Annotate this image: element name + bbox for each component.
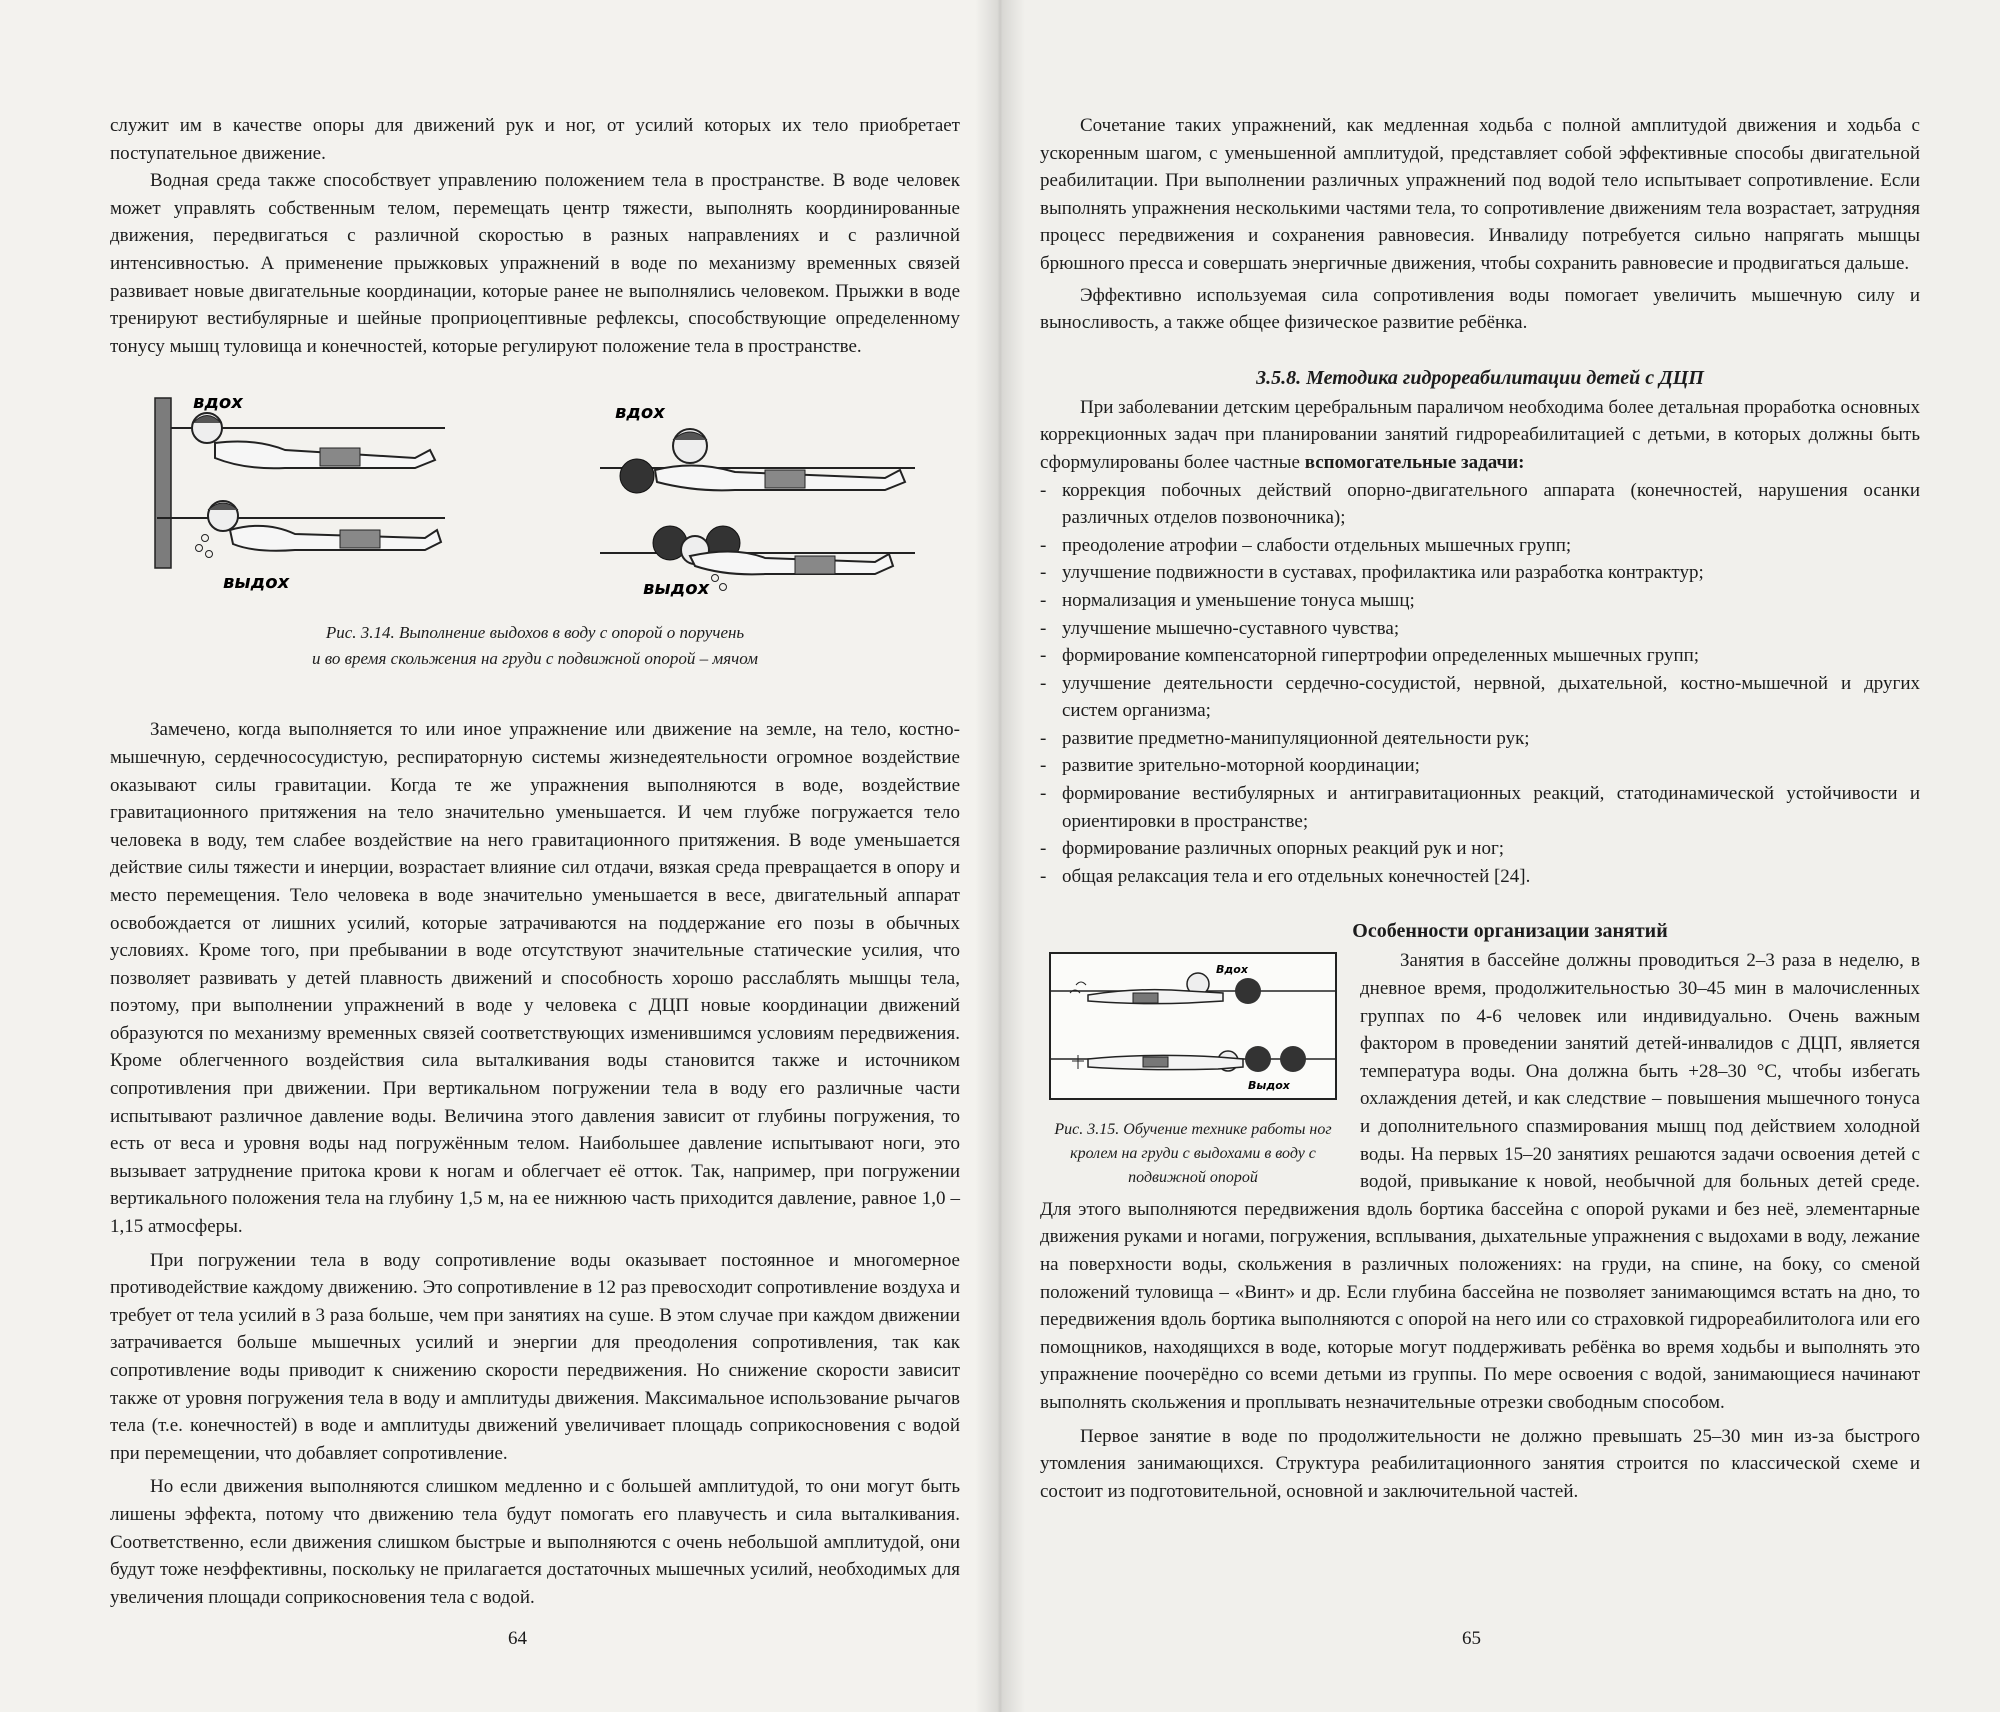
figure-3-14-caption-line-1: Рис. 3.14. Выполнение выдохов в воду с опорой о поручень bbox=[325, 623, 745, 643]
fig-label-exhale-1: выдох bbox=[223, 572, 290, 594]
figure-3-15-caption: Рис. 3.15. Обучение технике работы ног кролем на груди с выдохами в воду с подвижной опорой bbox=[1054, 1121, 1332, 1187]
fig-label-exhale-3: Выдох bbox=[1248, 1079, 1290, 1093]
fig-label-exhale-2: выдох bbox=[643, 578, 710, 599]
left-paragraph-4: При погружении тела в воду сопротивление воды оказывает постоянное и многомерное противодействие каждому движению. Это сопротивление в 12 раз превосходит сопротивление воздуха и требует от тела усилий в 3 раза больше, чем при занятиях на суше. В этом случае при каждом движении затрачивается больше мышечных усилий и энергии для преодоления сопротивления, так как сопротивление воды приводит к снижению скорости передвижения. Но снижение скорости зависит также от уровня погружения тела в воду и амплитуды движения. Максимальное использование рычагов тела (т.е. конечностей) в воде и амплитуды движений увеличивает площадь соприкосновения с водой при перемещении, что добавляет сопротивление. bbox=[110, 1249, 960, 1464]
list-item: - формирование различных опорных реакций рук и ног; bbox=[1062, 835, 1920, 863]
list-item: - формирование компенсаторной гипертрофии определенных мышечных групп; bbox=[1062, 642, 1920, 670]
list-item: - развитие предметно-манипуляционной деятельности рук; bbox=[1062, 725, 1920, 753]
right-paragraph-3-text: При заболевании детским церебральным параличом необходима более детальная проработка основных коррекционных задач при планировании занятий гидрореабилитацией с детьми, в которых должны быть сформулированы более частные bbox=[1040, 396, 1920, 473]
figure-3-15 bbox=[1048, 951, 1338, 1190]
list-item: - общая релаксация тела и его отдельных конечностей [24]. bbox=[1062, 863, 1920, 891]
right-paragraph-2: Эффективно используемая сила сопротивления воды помогает увеличить мышечную силу и выносливость, а также общее физическое развитие ребёнка. bbox=[1040, 284, 1920, 334]
right-paragraph-1: Сочетание таких упражнений, как медленная ходьба с полной амплитудой движения и ходьба с ускоренным шагом, с уменьшенной амплитудой, представляет собой эффективные способы двигательной реабилитации. При выполнении различных упражнений под водой тело испытывает сопротивление. Если выполнять упражнения несколькими частями тела, то сопротивление движениям тела возрастает, затрудняя процесс передвижения и сохранения равновесия. Инвалиду потребуется сильно напрягать мышцы брюшного пресса и совершать энергичные движения, чтобы сохранить равновесие и продвигаться дальше. bbox=[1040, 115, 1920, 274]
list-item: - преодоление атрофии – слабости отдельных мышечных групп; bbox=[1062, 532, 1920, 560]
list-item: - нормализация и уменьшение тонуса мышц; bbox=[1062, 587, 1920, 615]
right-page bbox=[1000, 0, 2000, 1712]
fig-label-inhale-3: Вдох bbox=[1216, 963, 1248, 977]
page-number-left: 64 bbox=[508, 1628, 527, 1649]
section-heading: 3.5.8. Методика гидрореабилитации детей с ДЦП bbox=[1256, 366, 1704, 389]
pool-rail-shape bbox=[155, 398, 171, 568]
fig-label-inhale-1: вдох bbox=[193, 392, 243, 414]
left-paragraph-3: Замечено, когда выполняется то или иное упражнение или движение на земле, на тело, костно-мышечную, сердечнососудистую, респираторную системы жизнедеятельности огромное воздействие оказывают силы гравитации. Когда те же упражнения выполняются в воде, воздействие гравитационного притяжения на тело значительно уменьшается. И чем глубже погружается тело человека в воду, тем слабее воздействие на него гравитационного притяжения. В воде уменьшается действие силы тяжести и инерции, возрастает влияние сил отдачи, вязкая среда превращается в опору и место перемещения. Тело человека в воде значительно уменьшается в весе, двигательный аппарат освобождается от лишних усилий, которые затрачиваются на поддержание его позы в обычных условиях. Кроме того, при пребывании в воде отсутствуют значительные статические усилия, что позволяет развивать у детей плавность движений и способность хорошо расслаблять мышцы тела, поэтому, при выполнении упражнений в воде у человека с ДЦП новые координации движений образуются по механизму временных связей соответствующих изменившимся условиям передвижения. Кроме облегченного воздействия сила выталкивания воды становится также и источником сопротивления при движении. При вертикальном погружении тела в воду его различные части испытывают различное давление воды. Величина этого давления зависит от глубины погружения, то есть от веса и уровня воды над погружённым телом. Наибольшее давление испытывают ноги, это вызывает затруднение притока крови к ногам и облегчает её отток. Так, например, при погружении вертикального положения тела на глубину 1,5 м, на ее нижнюю часть приходится давление, равное 1,0 –1,15 атмосферы. bbox=[110, 719, 960, 1238]
figure-3-14-caption bbox=[110, 620, 960, 672]
list-item: - коррекция побочных действий опорно-двигательного аппарата (конечностей, нарушения осанки различных отделов позвоночника); bbox=[1062, 477, 1920, 532]
tasks-list bbox=[1040, 477, 1920, 891]
auxiliary-tasks-label: вспомогательные задачи: bbox=[1304, 451, 1525, 473]
list-item: - формирование вестибулярных и антигравитационных реакций, статодинамической устойчивости и ориентировки в пространстве; bbox=[1062, 780, 1920, 835]
left-paragraph-2: Водная среда также способствует управлению положением тела в пространстве. В воде человек может управлять собственным телом, перемещать центр тяжести, выполнять координированные движения, передвигаться с различной скоростью в разных направлениях и с различной интенсивностью. А применение прыжковых упражнений в воде по механизму временных связей развивает новые двигательные координации, которые ранее не выполнялись человеком. Прыжки в воде тренируют вестибулярные и шейные проприоцептивные рефлексы, способствующие определенному тонусу мышц туловища и конечностей, которые регулируют положение тела в пространстве. bbox=[110, 170, 960, 357]
fig-label-inhale-2: вдох bbox=[615, 402, 665, 424]
figure-3-15-image bbox=[1048, 951, 1338, 1101]
right-paragraph-5: Первое занятие в воде по продолжительности не должно превышать 25–30 мин из-за быстрого утомления занимающихся. Структура реабилитационного занятия строится по классической схеме и состоит из подготовительной, основной и заключительной частей. bbox=[1040, 1425, 1920, 1502]
left-paragraph-5: Но если движения выполняются слишком медленно и с большей амплитудой, то они могут быть лишены эффекта, потому что движению тела будут помогать его плавучесть и сила выталкивания. Соответственно, если движения слишком быстрые и выполняются с очень небольшой амплитудой, они будут тоже неэффективны, поскольку не прилагается достаточных мышечных усилий, необходимых для увеличения площади соприкосновения тела с водой. bbox=[110, 1476, 960, 1608]
left-paragraph-1: служит им в качестве опоры для движений рук и ног, от усилий которых их тело приобретает поступательное движение. bbox=[110, 115, 960, 164]
right-paragraph-3 bbox=[1040, 394, 1920, 477]
figure-3-14-right-panel bbox=[595, 388, 925, 598]
list-item: - развитие зрительно-моторной координации; bbox=[1062, 752, 1920, 780]
page-number-right: 65 bbox=[1462, 1628, 1481, 1649]
figure-3-14-left-panel bbox=[145, 388, 475, 598]
figure-3-14 bbox=[145, 388, 925, 598]
right-paragraph-4: Занятия в бассейне должны проводиться 2–3 раза в неделю, в дневное время, продолжительностью 30–45 мин в малочисленных группах по 4-6 человек или индивидуально. Очень важным фактором в проведении занятий детей-инвалидов с ДЦП, является температура воды. Она должна быть +28–30 °С, чтобы избегать охлаждения детей, и как следствие – повышения мышечного тонуса и дополнительного спазмирования мышц под действием холодной воды. На первых 15–20 занятиях решаются задачи освоения детей с водой, привыкание к новой, необычной для больных детей среде. Для этого выполняются передвижения вдоль бортика бассейна с опорой руками и без неё, элементарные движения руками и ногами, погружения, всплывания, дыхательные упражнения с выдохами в воду, лежание на поверхности воды, скольжения в различных положениях: на груди, на спине, на боку, со сменой положений туловища – «Винт» и др. Если глубина бассейна не позволяет занимающимся встать на дно, то передвижения вдоль бортика выполняются с опорой на него или со страховкой гидрореабилитолога или его помощников, находящихся в воде, которые могут поддерживать ребёнка во время ходьбы и выполнять это упражнение поочерёдно со всеми детьми из группы. По мере освоения с водой, занимающиеся начинают выполнять скольжения и проплывать незначительные отрезки свободным способом. bbox=[1040, 950, 1920, 1413]
list-item: - улучшение мышечно-суставного чувства; bbox=[1062, 615, 1920, 643]
subheading: Особенности организации занятий bbox=[1352, 920, 1668, 943]
figure-3-14-caption-line-2: и во время скольжения на груди с подвижной опорой – мячом bbox=[311, 649, 758, 669]
list-item: - улучшение деятельности сердечно-сосудистой, нервной, дыхательной, костно-мышечной и других систем организма; bbox=[1062, 670, 1920, 725]
list-item: - улучшение подвижности в суставах, профилактика или разработка контрактур; bbox=[1062, 559, 1920, 587]
